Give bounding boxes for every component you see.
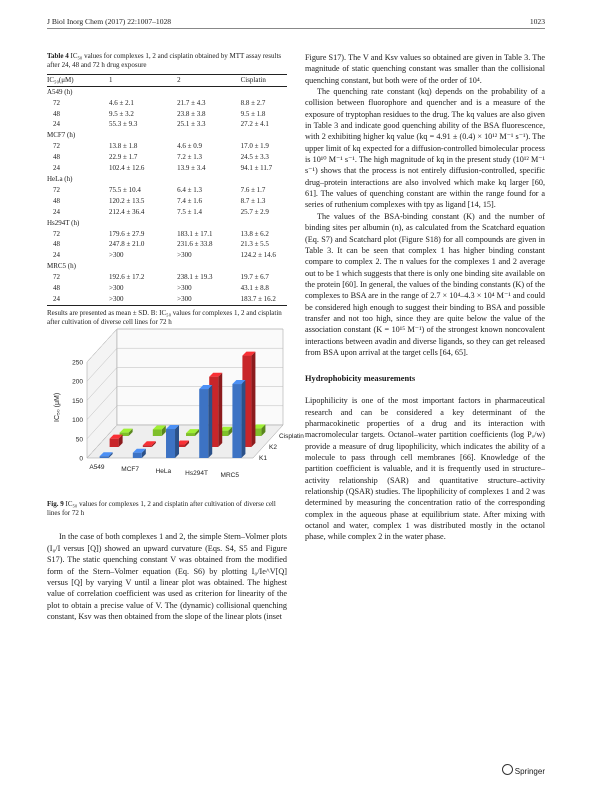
table4-caption <box>47 52 287 71</box>
table-cell: 183.7 ± 16.2 <box>241 294 287 305</box>
bar-side <box>241 380 245 458</box>
table4-group-label: MCF7 (h) <box>47 131 76 140</box>
y-tick-label: 100 <box>72 416 83 424</box>
table-row <box>47 272 287 283</box>
table-row <box>47 294 287 305</box>
table-cell: 25.1 ± 3.3 <box>177 120 206 129</box>
table4-group-row <box>47 130 287 141</box>
table4-column-header: 2 <box>177 74 240 86</box>
table-cell: 94.1 ± 11.7 <box>240 164 273 173</box>
bar <box>100 456 109 458</box>
series-label: Cisplatin <box>279 432 304 440</box>
table-cell: 21.7 ± 4.3 <box>177 98 206 107</box>
section-paragraph: Lipophilicity is one of the most important factors in pharmaceutical research and can be considered a key determinant of the pharmacokinetic properties of a drug and its interaction with macromolecular targets. Octanol–water partition coefficients (log Pₒ/w) provide a measure of drug lipophilicity, which indicates the ability of a molecule to pass through cell membranes [66]. Knowledge of the partition coefficient is valuable, and it is frequently used in structure–activity relationship (SAR) and quantitative structure–activity relationship (QSAR) studies. The lipophilicity of complexes 1 and 2 was determined by measuring the concentration ratio of the corresponding complex in the aqueous phase at equilibrium state. After mixing with octanol and water, complex 1 was distributed mostly in the octanol phase, while complex 2 in the water phase. <box>305 396 545 542</box>
y-tick-label: 250 <box>72 359 83 367</box>
bar <box>166 429 175 458</box>
table4-column-header: Cisplatin <box>241 74 287 86</box>
figure9-caption-text: IC₅₀ values for complexes 1, 2 and cisplatin after cultivation of diverse cell lines for 72 h <box>47 499 276 518</box>
running-header-journal: J Biol Inorg Chem (2017) 22:1007–1028 <box>47 17 172 26</box>
table-cell: 183.1 ± 17.1 <box>177 229 213 238</box>
table-row <box>47 207 287 218</box>
table-cell: >300 <box>177 251 192 260</box>
table-cell: 72 <box>53 142 60 151</box>
springer-label: Springer <box>514 767 545 776</box>
header-rule <box>47 28 545 29</box>
bar-side <box>208 385 212 458</box>
category-label: A549 <box>89 463 105 471</box>
table-cell: 24 <box>53 207 60 216</box>
y-tick-label: 200 <box>72 378 83 386</box>
bar <box>186 433 195 436</box>
table-cell: 247.8 ± 21.0 <box>109 240 145 249</box>
figure9-chart <box>47 350 304 488</box>
table-cell: 72 <box>53 229 60 238</box>
table4-group-row <box>47 86 287 97</box>
table-cell: 72 <box>53 185 60 194</box>
table-cell: 8.8 ± 2.7 <box>240 98 266 107</box>
table4-header-row <box>47 74 287 86</box>
table-row <box>47 98 287 109</box>
bar <box>232 384 241 458</box>
table4-caption-text: IC₅₀ values for complexes 1, 2 and cisplatin obtained by MTT assay results after 24, 48 and 72 h drug exposure <box>47 52 282 70</box>
figure9-svg <box>47 350 304 488</box>
bar-side <box>218 372 222 446</box>
table4-caption-label: Table 4 <box>47 52 69 60</box>
table-cell: 6.4 ± 1.3 <box>177 185 203 194</box>
bar <box>110 438 119 446</box>
table-row <box>47 250 287 261</box>
table-cell: 7.4 ± 1.6 <box>177 196 203 205</box>
table-cell: 238.1 ± 19.3 <box>177 273 213 282</box>
table-cell: >300 <box>109 284 124 293</box>
table-cell: 17.0 ± 1.9 <box>240 142 269 151</box>
table-cell: 9.5 ± 1.8 <box>240 109 266 118</box>
table4-column-header: 1 <box>109 74 177 86</box>
table-cell: 7.2 ± 1.3 <box>177 153 203 162</box>
table4-group-row <box>47 261 287 272</box>
table-cell: 7.6 ± 1.7 <box>240 185 266 194</box>
table-cell: 7.5 ± 1.4 <box>177 207 203 216</box>
y-tick-label: 0 <box>79 455 83 463</box>
left-column <box>47 52 304 622</box>
bar-side <box>251 351 255 446</box>
springer-footer <box>502 763 545 776</box>
table-cell: 23.8 ± 3.8 <box>177 109 206 118</box>
series-label: K1 <box>259 454 267 462</box>
right-column <box>305 52 545 543</box>
table-cell: 27.2 ± 4.1 <box>240 120 269 129</box>
bar <box>153 429 162 436</box>
table4-group-label: A549 (h) <box>47 87 73 96</box>
table-cell: 9.5 ± 3.2 <box>109 109 134 118</box>
table-cell: >300 <box>109 294 177 305</box>
table-row <box>47 109 287 120</box>
y-axis-label: IC₅₀ (μM) <box>54 392 61 422</box>
bar <box>199 389 208 458</box>
table4-group-row <box>47 218 287 229</box>
table4-group-row <box>47 174 287 185</box>
table-cell: 24 <box>53 164 60 173</box>
table-cell: 13.9 ± 3.4 <box>177 164 206 173</box>
table-cell: 179.6 ± 27.9 <box>109 229 145 238</box>
table-cell: 48 <box>53 240 60 249</box>
table-row <box>47 196 287 207</box>
table-cell: 24 <box>53 251 60 260</box>
table-cell: 13.8 ± 6.2 <box>240 229 269 238</box>
table-cell: 120.2 ± 13.5 <box>109 196 145 205</box>
table4-group-label: MRC5 (h) <box>47 262 76 271</box>
table-cell: 4.6 ± 0.9 <box>177 142 203 151</box>
springer-logo-icon <box>502 764 513 775</box>
table-cell: 102.4 ± 12.6 <box>109 164 145 173</box>
figure9-caption <box>47 500 287 519</box>
table-cell: 75.5 ± 10.4 <box>109 185 141 194</box>
table-cell: 24.5 ± 3.3 <box>240 153 269 162</box>
table-row <box>47 141 287 152</box>
table-cell: 55.3 ± 9.3 <box>109 120 138 129</box>
y-tick-label: 150 <box>72 397 83 405</box>
table4-group-label: Hs294T (h) <box>47 218 80 227</box>
category-label: HeLa <box>155 467 172 475</box>
table-row <box>47 283 287 294</box>
figure9-caption-label: Fig. 9 <box>47 499 64 508</box>
table-cell: 192.6 ± 17.2 <box>109 273 145 282</box>
table-cell: 4.6 ± 2.1 <box>109 98 134 107</box>
category-label: MRC5 <box>220 471 239 479</box>
bar <box>133 452 142 457</box>
table-cell: 19.7 ± 6.7 <box>240 273 269 282</box>
left-paragraph: In the case of both complexes 1 and 2, the simple Stern–Volmer plots (I₀/I versus [Q]) showed an upward curvature (Eqs. S4, S5 and Figure S17). The static quenching constant V was obtained from the modified form of the Stern–Volmer equation (Eq. S6) by plotting I₀/Ie^V[Q] versus [Q] by varying V until a linear plot was obtained. The highest value of correlation coefficient was used as criterion for linearity of the plot to obtain a precise value of V. The (dynamic) collisional quenching constant, Ksv was then obtained from the slope of the linear plots (inset <box>47 532 287 621</box>
y-tick-label: 50 <box>75 435 83 443</box>
table-cell: 25.7 ± 2.9 <box>240 207 269 216</box>
bar-side <box>175 425 179 458</box>
bar <box>143 445 152 447</box>
table-cell: 22.9 ± 1.7 <box>109 153 138 162</box>
category-label: Hs294T <box>185 469 208 477</box>
table-cell: 48 <box>53 153 60 162</box>
right-paragraph-1: Figure S17). The V and Ksv values so obtained are given in Table 3. The magnitude of static quenching constant was smaller than the collisional quenching constant, but both were of the order of 10⁴. <box>305 53 545 85</box>
section-heading: Hydrophobicity measurements <box>305 374 416 384</box>
table4 <box>47 74 287 306</box>
table-cell: 48 <box>53 196 60 205</box>
table4-column-header: IC₅₀(μM) <box>47 74 109 86</box>
table-cell: 24 <box>47 294 109 305</box>
right-paragraph-2: The quenching rate constant (kq) depends on the probability of a collision between fluorophore and quencher and is a measure of the exposure of tryptophan residues to the drug. The kq values are also given in Table 3 and indicate good quenching ability of the BSA fluorescence, with 2 exhibiting higher kq value (kq = 4.91 ± (0.4) × 10¹² M⁻¹ s⁻¹). The upper limit of kq expected for a diffusion-controlled bimolecular process is 10¹⁰ M⁻¹ s⁻¹. The high magnitude of kq in the present study (10¹² M⁻¹ s⁻¹) shows that the process is not entirely diffusion-controlled, specific drug–protein interactions are also involved which make kq larger [60, 61]. The values of quenching constant are within the range found for a series of ruthenium complexes with tpy as ligand [14, 15]. <box>305 87 545 210</box>
right-paragraph-3: The values of the BSA-binding constant (K) and the number of binding sites per albumin (n), as calculated from the Scatchard equation (Eq. S7) and Scatchard plot (Figure S18) for all compounds are given in Table 3. It can be seen that complex 1 has higher binding constant compare to complex 2. The n values for the complexes 1 and 2 average out to be 1 which suggests that there is only one binding site available on the protein [60]. In general, the values of the binding constants (K) of the complexes to BSA are in the range of 2.7 × 10⁴–4.3 × 10⁴ M⁻¹ and could be considered high enough to suggest their binding to BSA and possible transfer and not too high, since they are quite below the value of the association constant (K = 10¹⁵ M⁻¹) of the strongest known noncovalent interactions between avadin and diverse ligands, so they can get released from BSA upon arrival at the target cells [64, 65]. <box>305 211 545 357</box>
table-cell: 72 <box>53 98 60 107</box>
table-cell: >300 <box>109 251 124 260</box>
table-cell: 212.4 ± 36.4 <box>109 207 145 216</box>
table4-note: Results are presented as mean ± SD. B: IC₅₀ values for complexes 1, 2 and cisplatin after cultivation of diverse cell lines for 72 h <box>47 308 282 327</box>
table-row <box>47 185 287 196</box>
page-number: 1023 <box>529 17 545 26</box>
series-label: K2 <box>269 443 277 451</box>
table-cell: 124.2 ± 14.6 <box>240 251 276 260</box>
category-label: MCF7 <box>121 465 140 473</box>
table-row <box>47 163 287 174</box>
table-cell: 13.8 ± 1.8 <box>109 142 138 151</box>
table-row <box>47 152 287 163</box>
table-row <box>47 229 287 240</box>
table-cell: 21.3 ± 5.5 <box>240 240 269 249</box>
table-cell: >300 <box>177 284 192 293</box>
left-body <box>47 531 287 622</box>
table-cell: 24 <box>53 120 60 129</box>
table-cell: >300 <box>177 294 240 305</box>
table-cell: 48 <box>53 109 60 118</box>
table-row <box>47 239 287 250</box>
table-cell: 72 <box>53 273 60 282</box>
table4-group-label: HeLa (h) <box>47 174 73 183</box>
table-cell: 43.1 ± 8.8 <box>240 284 269 293</box>
table-cell: 8.7 ± 1.3 <box>240 196 266 205</box>
table-cell: 48 <box>53 284 60 293</box>
table-row <box>47 119 287 130</box>
table-cell: 231.6 ± 33.8 <box>177 240 213 249</box>
